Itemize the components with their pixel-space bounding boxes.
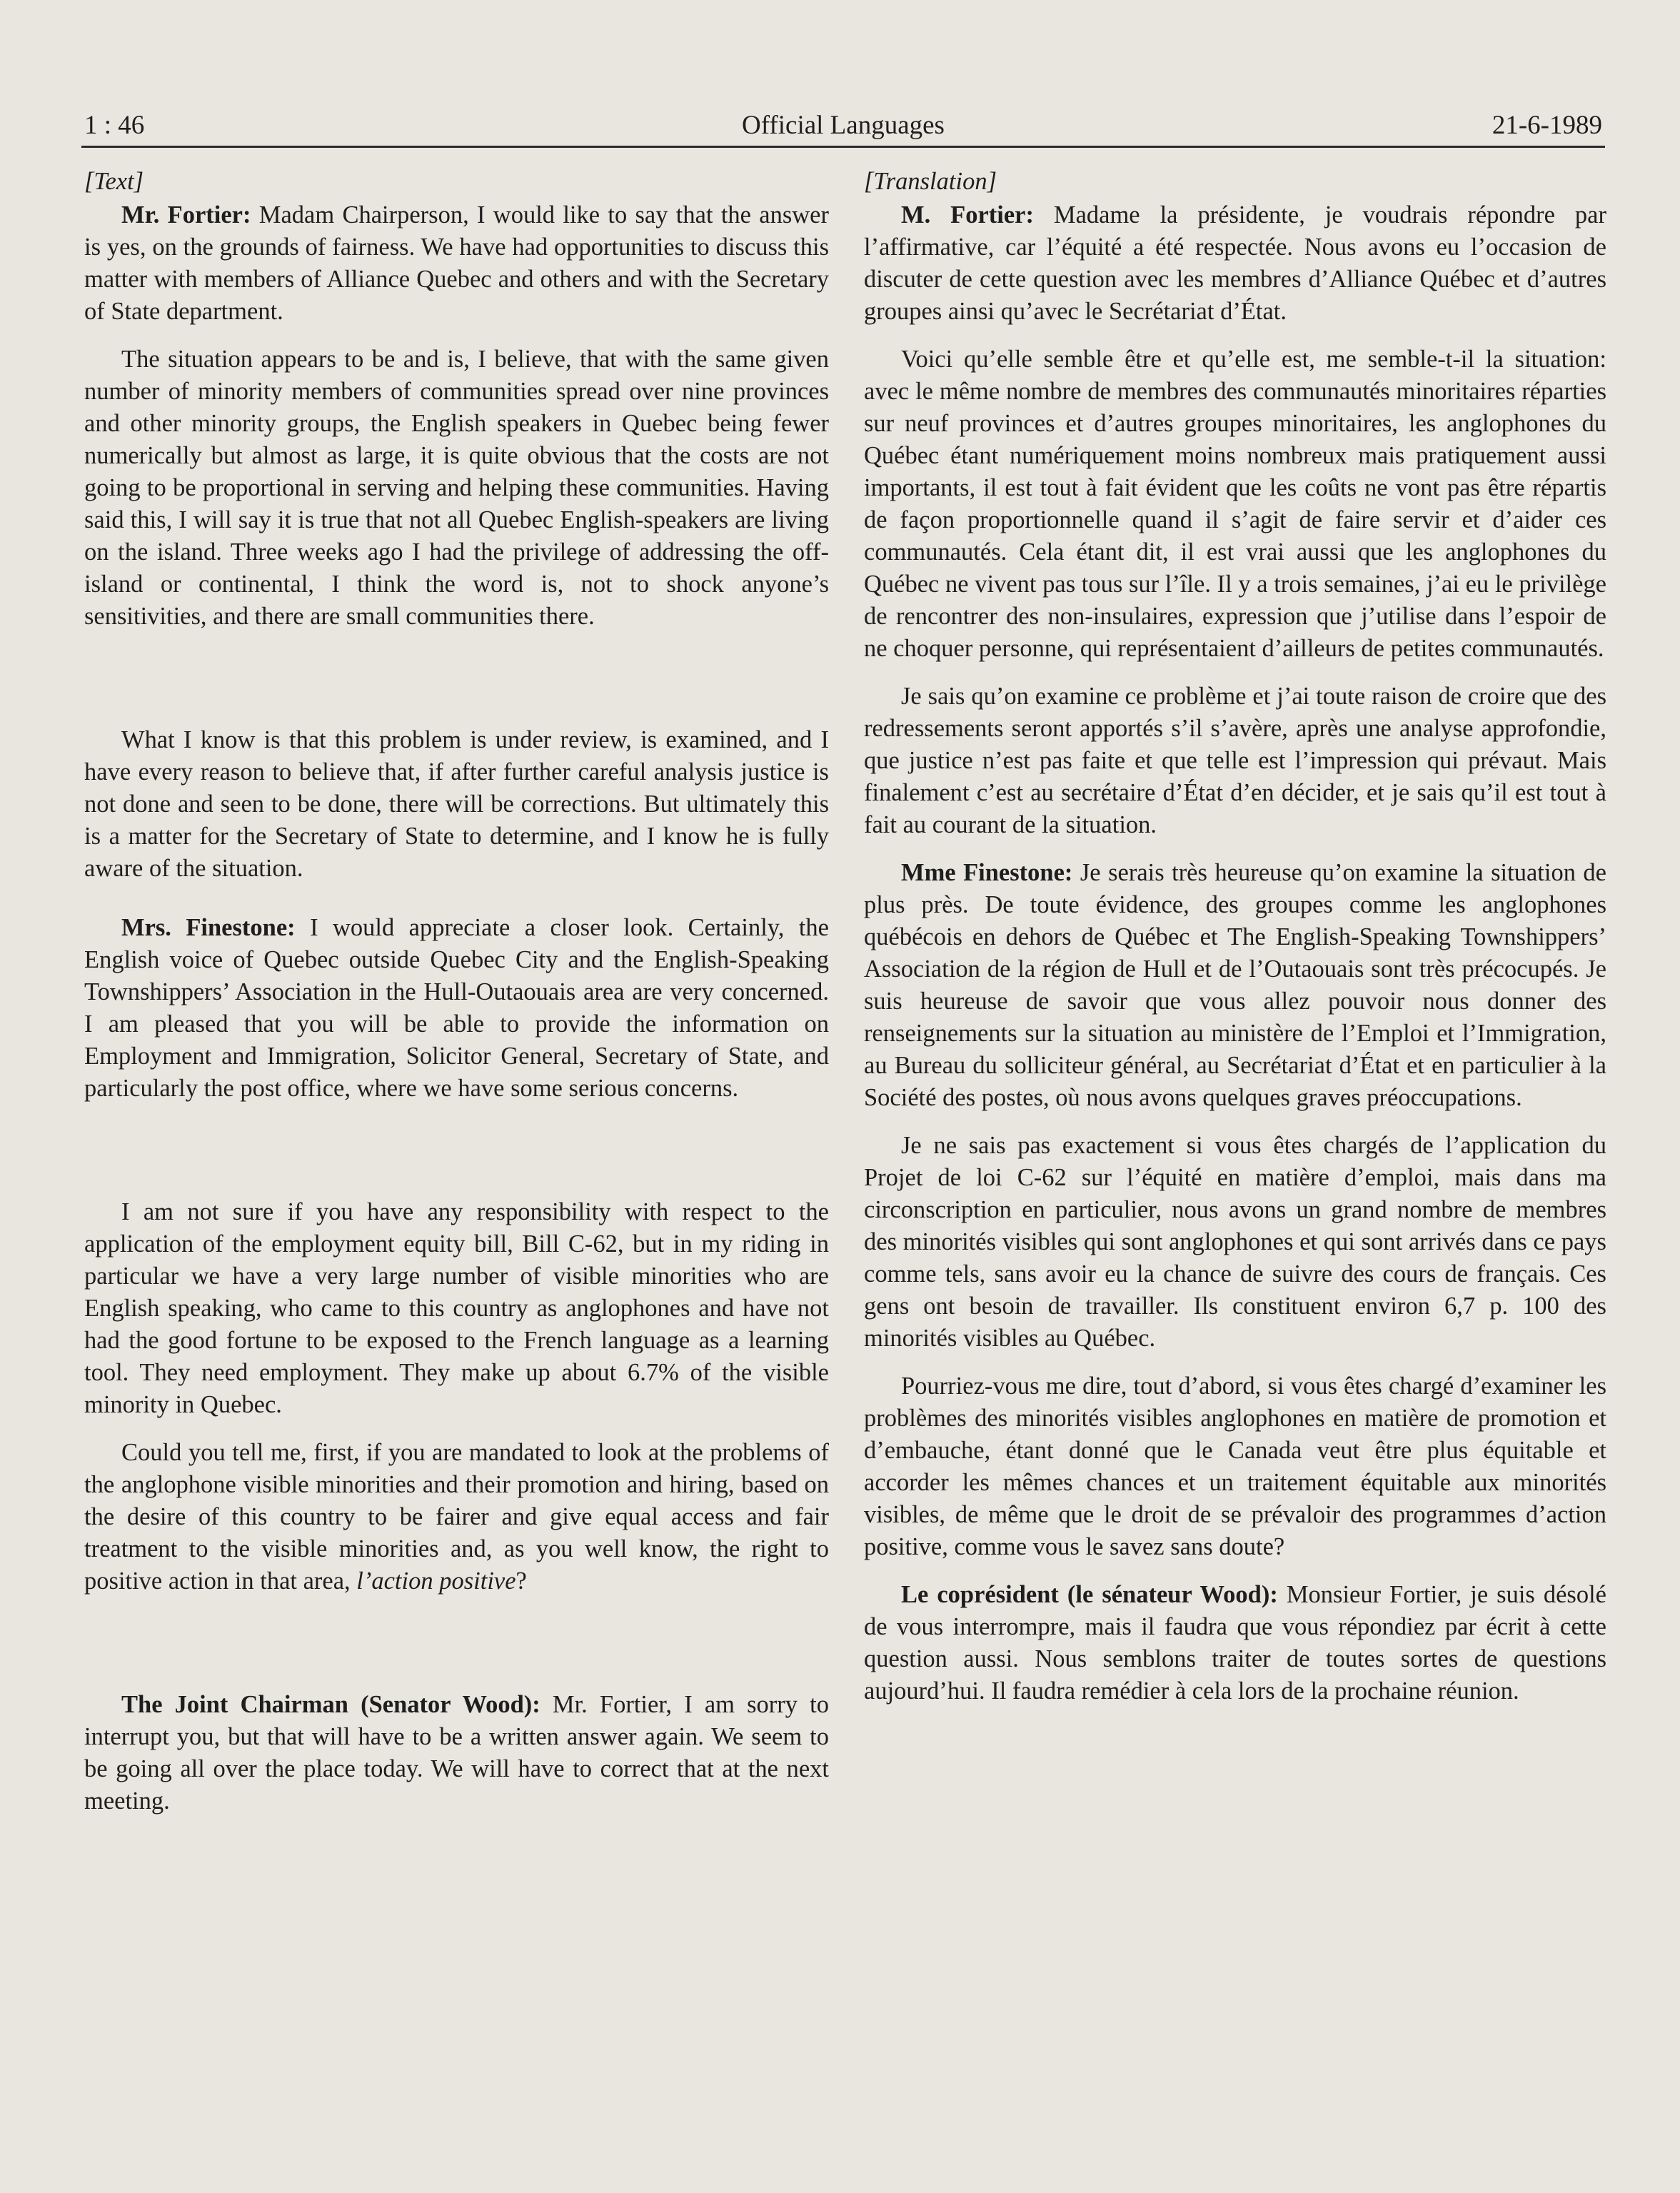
paragraph-text: Could you tell me, first, if you are mandated to look at the problems of the anglophone visible minorities and their promotion and hiring, based on the desire of this country to be fairer and give equal access and fair treatment to the visible minorities and, as you well know, the right to positive action in that area, bbox=[84, 1439, 829, 1595]
speaker-name: Mrs. Finestone: bbox=[121, 914, 296, 941]
italic-term: l’action positive bbox=[356, 1567, 516, 1595]
section-label-text: [Text] bbox=[84, 168, 144, 195]
page-date: 21-6-1989 bbox=[1492, 111, 1602, 140]
page-number: 1 : 46 bbox=[84, 111, 145, 140]
paragraph-finestone-1 bbox=[84, 912, 829, 1105]
paragraph-end: ? bbox=[515, 1567, 527, 1595]
paragraph-text: Mr. Fortier, I am sorry to interrupt you, but that will have to be a written answer again. We seem to be going all over the place today. We will have to correct that at the next meeting. bbox=[84, 1691, 829, 1815]
paragraph-finestone-3 bbox=[84, 1437, 829, 1597]
header-rule bbox=[81, 146, 1605, 148]
speaker-name: M. Fortier: bbox=[901, 201, 1034, 229]
paragraph-finestone-3-fr: Pourriez-vous me dire, tout d’abord, si vous êtes chargé d’examiner les problèmes des minorités visibles anglophones en matière de promotion et d’embauche, étant donné que le Canada veut être plus équitable et accorder les mêmes chances et un traitement équitable aux minorités visibles, de même que le droit de se prévaloir des programmes d’action positive, comme vous le savez sans doute? bbox=[864, 1372, 1606, 1560]
paragraph-joint-chairman-fr bbox=[864, 1579, 1606, 1707]
paragraph-finestone-2: I am not sure if you have any responsibility with respect to the application of the employment equity bill, Bill C-62, but in my riding in particular we have a very large number of visible minorities who are English speaking, who came to this country as anglophones and have not had the good fortune to be exposed to the French language as a learning tool. They need employment. They make up about 6.7% of the visible minority in Quebec. bbox=[84, 1198, 829, 1418]
paragraph-text: Madame la présidente, je voudrais répondre par l’affirmative, car l’équité a été respectée. Nous avons eu l’occasion de discuter de cette question avec les membres d’Alliance Québec et d’autres groupes ainsi qu’avec le Secrétariat d’État. bbox=[864, 201, 1606, 325]
paragraph-fortier-3-fr: Je sais qu’on examine ce problème et j’ai toute raison de croire que des redressements seront apportés s’il s’avère, après une analyse approfondie, que justice n’est pas faite et que telle est l’impression qui prévaut. Mais finalement c’est au secrétaire d’État d’en décider, et je sais qu’il est tout à fait au courant de la situation. bbox=[864, 683, 1606, 838]
paragraph-fortier-3: What I know is that this problem is under review, is examined, and I have every reason to believe that, if after further careful analysis justice is not done and seen to be done, there will be corrections. But ultimately this is a matter for the Secretary of State to determine, and I know he is fully aware of the situation. bbox=[84, 726, 829, 882]
speaker-name: Le coprésident (le sénateur Wood): bbox=[901, 1581, 1278, 1608]
running-title: Official Languages bbox=[742, 111, 945, 140]
paragraph-text: Madam Chairperson, I would like to say that the answer is yes, on the grounds of fairness. We have had opportunities to discuss this matter with members of Alliance Quebec and others and with the Secretary of State department. bbox=[84, 201, 829, 325]
paragraph-finestone-2-fr: Je ne sais pas exactement si vous êtes chargés de l’application du Projet de loi C-62 sur l’équité en matière d’emploi, mais dans ma circonscription en particulier, nous avons un grand nombre de membres des minorités visibles qui sont anglophones et qui sont arrivés dans ce pays comme tels, sans avoir eu la chance de suivre des cours de français. Ces gens ont besoin de travailler. Ils constituent environ 6,7 p. 100 des minorités visibles au Québec. bbox=[864, 1132, 1606, 1352]
speaker-name: Mr. Fortier: bbox=[121, 201, 251, 229]
paragraph-fortier-1-fr bbox=[864, 199, 1606, 328]
paragraph-fortier-2-fr: Voici qu’elle semble être et qu’elle est, me semble-t-il la situation: avec le même nombre de membres des communautés minoritaires réparties sur neuf provinces et d’autres groupes minoritaires, les anglophones du Québec étant numériquement moins nombreux mais pratiquement aussi importants, il est tout à fait évident que les coûts ne vont pas être répartis de façon proportionnelle quand il s’agit de faire servir et d’aider ces communautés. Cela étant dit, il est vrai aussi que les anglophones du Québec ne vivent pas tous sur l’île. Il y a trois semaines, j’ai eu le privilège de rencontrer des non-insulaires, expression que j’utilise dans l’espoir de ne choquer personne, qui représentaient d’ailleurs de petites communautés. bbox=[864, 346, 1606, 662]
paragraph-fortier-1 bbox=[84, 199, 829, 328]
paragraph-joint-chairman bbox=[84, 1689, 829, 1817]
page-header bbox=[84, 109, 1602, 149]
speaker-name: The Joint Chairman (Senator Wood): bbox=[121, 1691, 540, 1718]
paragraph-finestone-1-fr bbox=[864, 857, 1606, 1114]
paragraph-text: I would appreciate a closer look. Certainly, the English voice of Quebec outside Quebec City and the English-Speaking Townshippers’ Association in the Hull-Outaouais area are very concerned. I am pleased that you will be able to provide the information on Employment and Immigration, Solicitor General, Secretary of State, and particularly the post office, where we have some serious concerns. bbox=[84, 914, 829, 1102]
paragraph-text: Je serais très heureuse qu’on examine la situation de plus près. De toute évidence, des groupes comme les anglophones québécois en dehors de Québec et The English-Speaking Townshippers’ Association de la région de Hull et de l’Outaouais sont très précocupés. Je suis heureuse de savoir que vous allez pouvoir nous donner des renseignements sur la situation au ministère de l’Emploi et l’Immigration, au Bureau du solliciteur général, au Secrétariat d’État et en particulier à la Société des postes, où nous avons quelques graves préoccupations. bbox=[864, 859, 1606, 1111]
english-column bbox=[84, 166, 829, 1817]
speaker-name: Mme Finestone: bbox=[901, 859, 1073, 886]
french-column bbox=[864, 166, 1606, 1707]
section-label-translation: [Translation] bbox=[864, 168, 997, 195]
paragraph-text: Monsieur Fortier, je suis désolé de vous interrompre, mais il faudra que vous répondiez par écrit à cette question aussi. Nous semblons traiter de toutes sortes de questions aujourd’hui. Il faudra remédier à cela lors de la prochaine réunion. bbox=[864, 1581, 1606, 1705]
paragraph-fortier-2: The situation appears to be and is, I believe, that with the same given number of minority members of communities spread over nine provinces and other minority groups, the English speakers in Quebec being fewer numerically but almost as large, it is quite obvious that the costs are not going to be proportional in serving and helping these communities. Having said this, I will say it is true that not all Quebec English-speakers are living on the island. Three weeks ago I had the privilege of addressing the off-island or continental, I think the word is, not to shock anyone’s sensitivities, and there are small communities there. bbox=[84, 346, 829, 630]
